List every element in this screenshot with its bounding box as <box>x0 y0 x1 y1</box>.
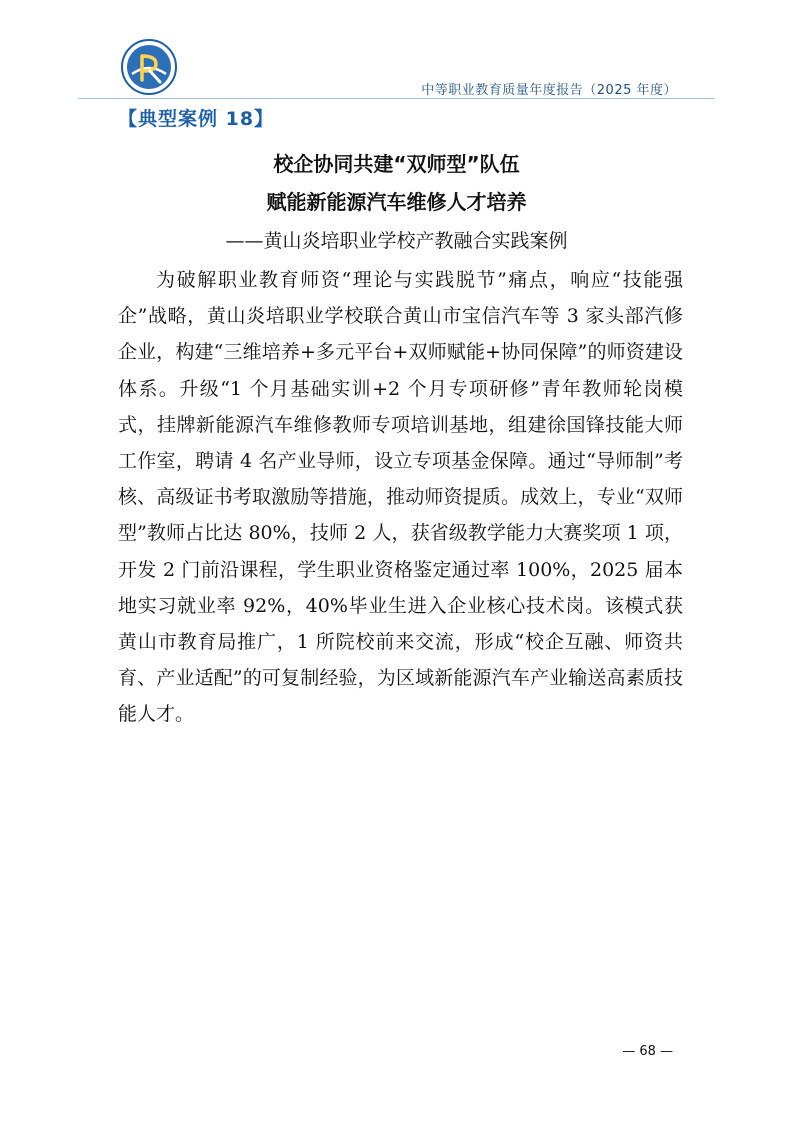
page-number: — 68 — <box>622 1044 673 1059</box>
case-label: 【典型案例 18】 <box>118 108 275 130</box>
case-title-line2: 赋能新能源汽车维修人才培养 <box>266 190 527 214</box>
case-subtitle: ——黄山炎培职业学校产教融合实践案例 <box>225 230 568 252</box>
school-emblem-icon <box>120 38 178 96</box>
report-title: 中等职业教育质量年度报告（2025 年度） <box>421 83 677 98</box>
case-title-line1: 校企协同共建“双师型”队伍 <box>273 152 520 176</box>
case-body-paragraph: 为破解职业教育师资“理论与实践脱节”痛点，响应“技能强企”战略，黄山炎培职业学校联合黄山市宝信汽车等 3 家头部汽修企业，构建“三维培养+多元平台+双师赋能+协同保障”的师资建设体系。升级“1 个月基础实训+2 个月专项研修”青年教师轮岗模式，挂牌新能源汽车维修教师专项培训基地，组建徐国锋技能大师工作室，聘请 4 名产业导师，设立专项基金保障。通过“导师制”考核、高级证书考取激励等措施，推动师资提质。成效上，专业“双师型”教师占比达 80%，技师 2 人，获省级教学能力大赛奖项 1 项，开发 2 门前沿课程，学生职业资格鉴定通过率 100%，2025 届本地实习就业率 92%，40%毕业生进入企业核心技术岗。该模式获黄山市教育局推广，1 所院校前来交流，形成“校企互融、师资共育、产业适配”的可复制经验，为区域新能源汽车产业输送高素质技能人才。 <box>118 269 683 726</box>
header-divider <box>78 98 715 99</box>
